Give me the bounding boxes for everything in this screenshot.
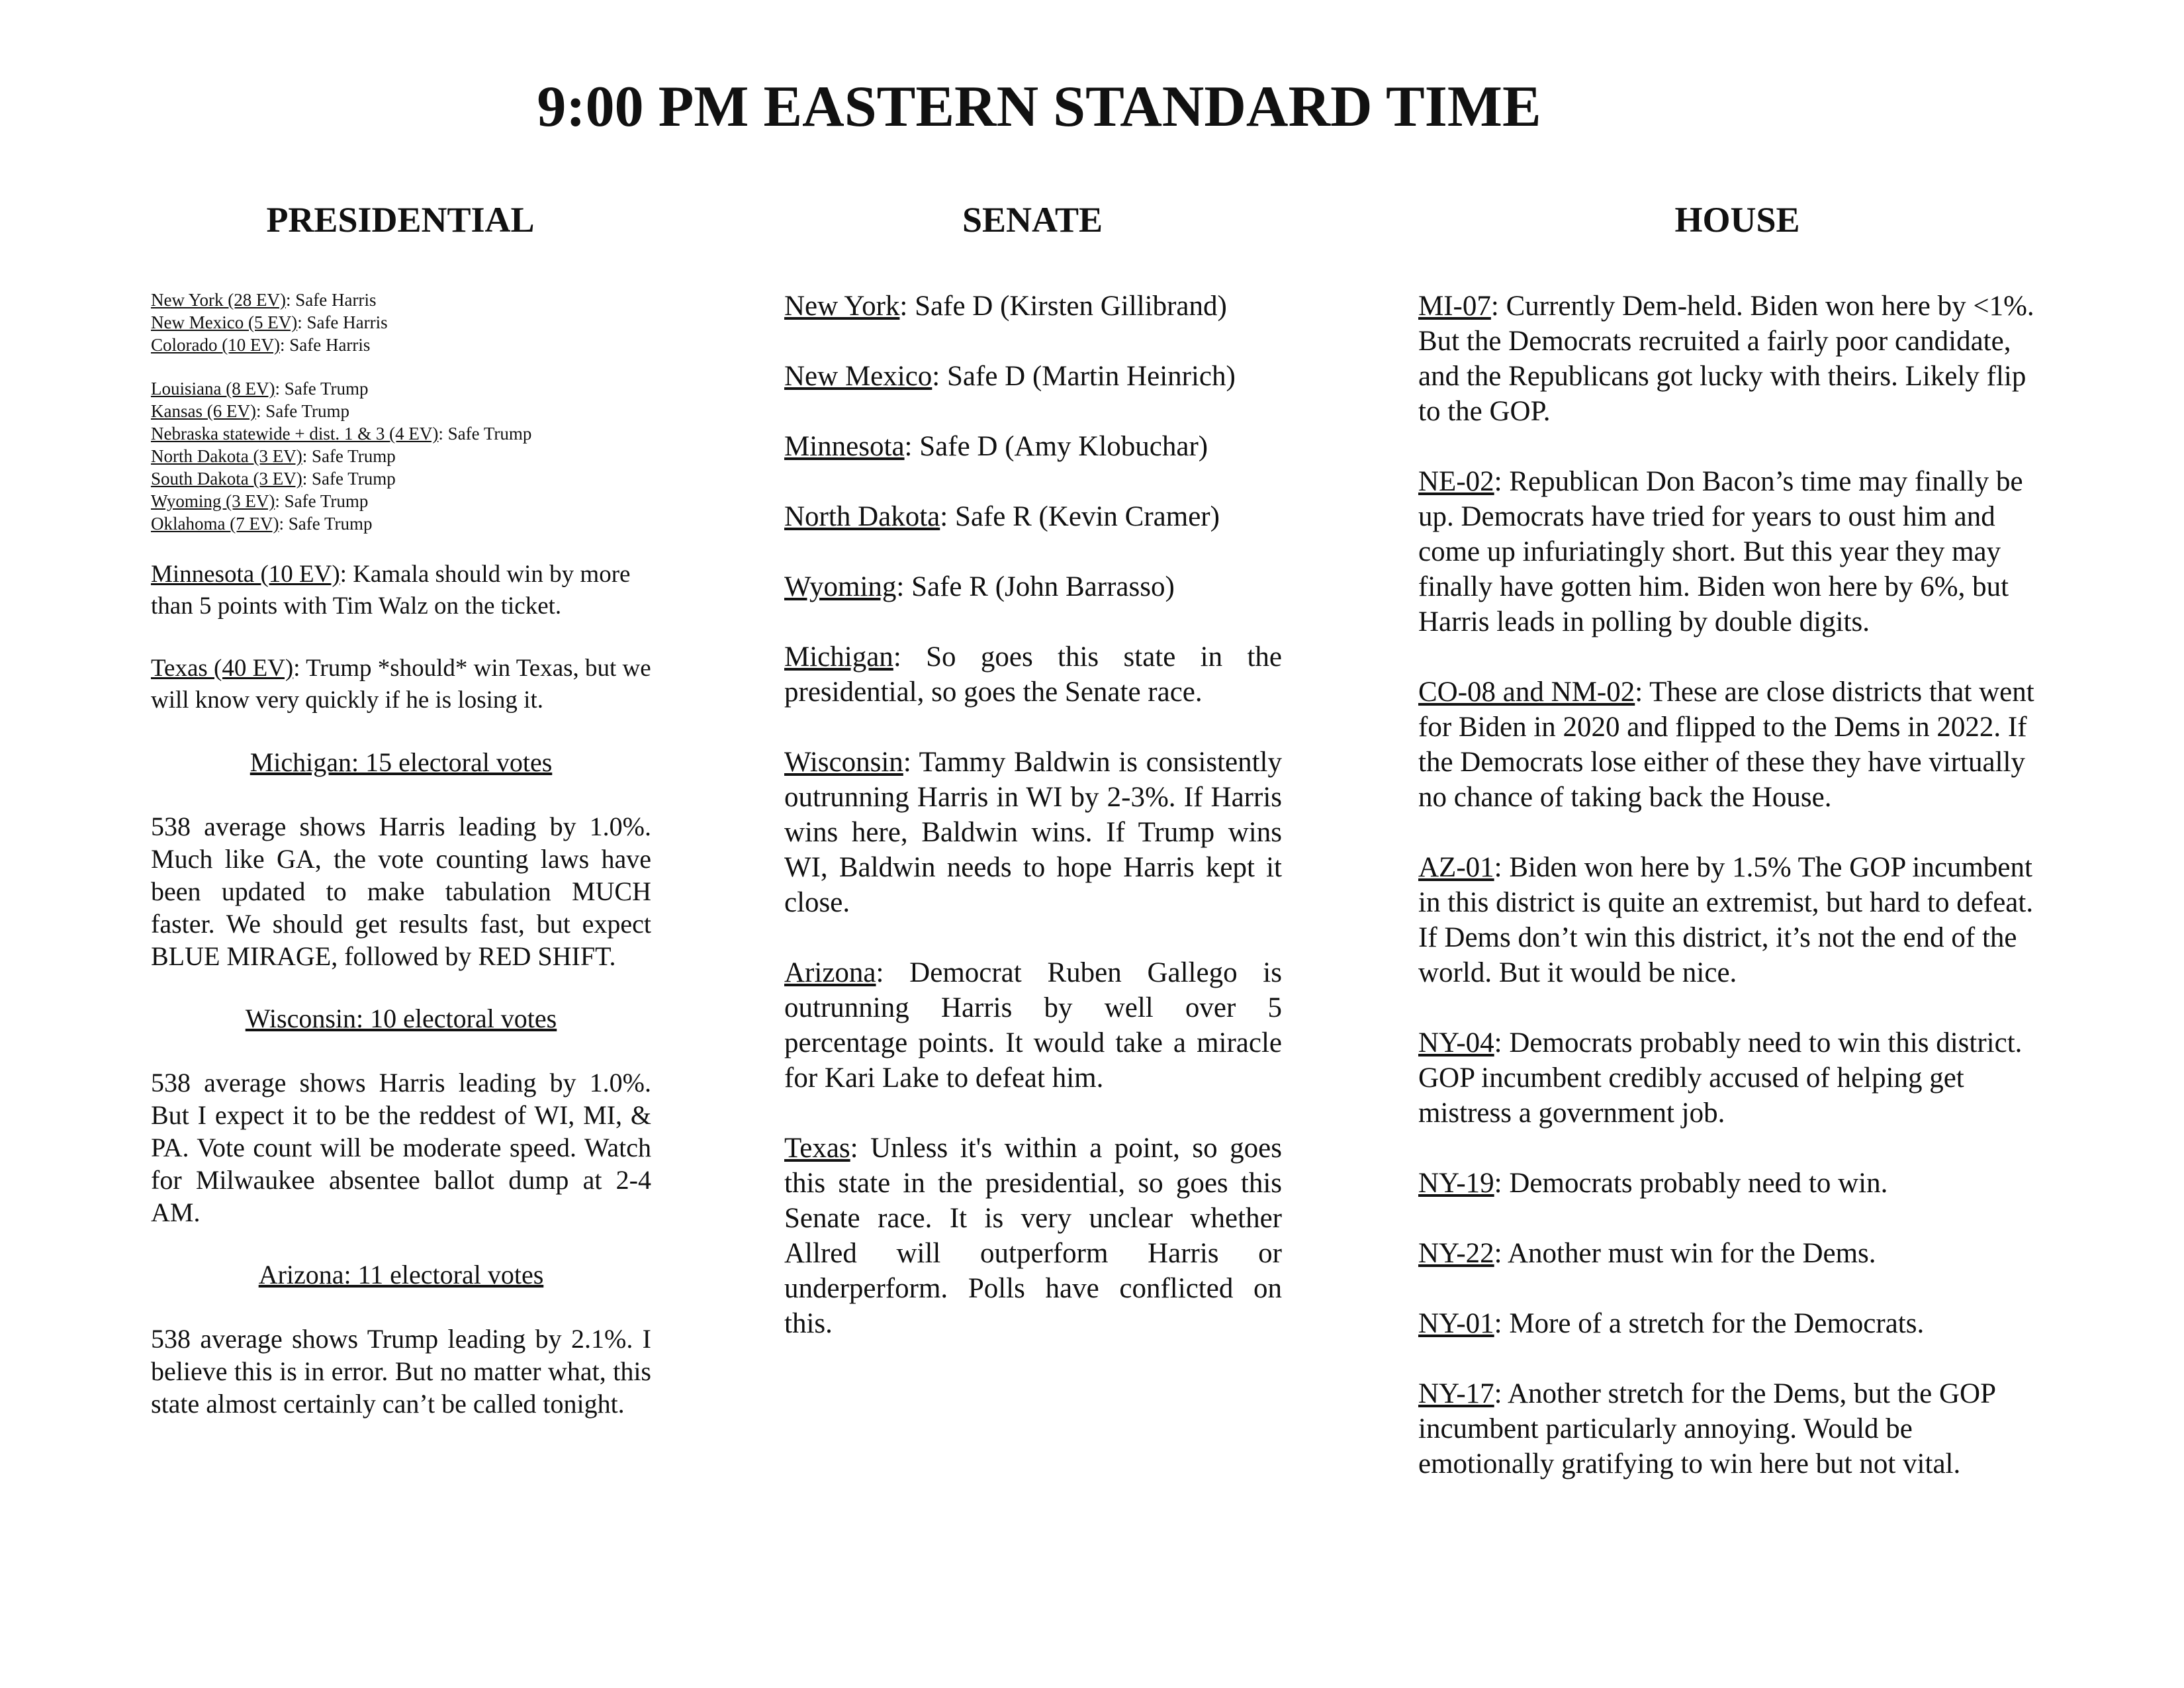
state-link: Colorado (10 EV) <box>151 335 280 355</box>
note-text: : Trump *should* win Texas, but we will know very quickly if he is losing it. <box>151 655 651 714</box>
district-link: NY-01 <box>1418 1308 1494 1339</box>
house-race <box>1418 1236 2054 1271</box>
rating-text: : Safe Trump <box>302 446 396 466</box>
texas-note <box>151 653 651 716</box>
race-text: : Another stretch for the Dems, but the GOP incumbent particularly annoying. Would be emotionally gratifying to win here but not vital. <box>1418 1378 1995 1479</box>
list-item <box>151 422 651 445</box>
race-text: : Democrats probably need to win this district. GOP incumbent credibly accused of helping get mistress a government job. <box>1418 1027 2023 1129</box>
race-text: : So goes this state in the presidential, so goes the Senate race. <box>784 641 1282 708</box>
state-link: Texas (40 EV) <box>151 655 294 682</box>
rating-text: : Safe Trump <box>279 514 373 534</box>
district-link: AZ-01 <box>1418 852 1494 883</box>
senate-race <box>784 359 1282 394</box>
rating-text: : Safe Harris <box>286 290 377 310</box>
senate-race <box>784 639 1282 710</box>
state-link: Nebraska statewide + dist. 1 & 3 (4 EV) <box>151 424 439 444</box>
district-link: NY-04 <box>1418 1027 1494 1058</box>
presidential-heading: PRESIDENTIAL <box>266 200 535 240</box>
senate-race <box>784 1131 1282 1341</box>
house-race <box>1418 1306 2054 1341</box>
list-item <box>151 467 651 490</box>
state-link: South Dakota (3 EV) <box>151 469 302 489</box>
race-text: : Safe D (Amy Klobuchar) <box>904 431 1208 462</box>
safe-trump-list <box>151 377 651 535</box>
race-text: : Safe R (John Barrasso) <box>896 571 1175 602</box>
senate-race <box>784 429 1282 464</box>
state-link: Louisiana (8 EV) <box>151 379 275 399</box>
list-item <box>151 377 651 400</box>
rating-text: : Safe Trump <box>438 424 532 444</box>
race-text: : Democrat Ruben Gallego is outrunning Harris by well over 5 percentage points. It would take a miracle for Kari Lake to defeat him. <box>784 957 1282 1094</box>
state-link: New Mexico (5 EV) <box>151 312 298 332</box>
state-link: Minnesota <box>784 431 905 462</box>
list-item <box>151 445 651 467</box>
senate-race <box>784 499 1282 534</box>
state-link: Michigan <box>784 641 893 673</box>
arizona-subheading: Arizona: 11 electoral votes <box>258 1260 544 1289</box>
rating-text: : Safe Harris <box>279 335 371 355</box>
house-heading: HOUSE <box>1674 200 1800 240</box>
safe-harris-list <box>151 289 651 356</box>
race-text: : Unless it's within a point, so goes this state in the presidential, so goes this Senate race. It is very unclear whether Allred will outperform Harris or underperform. Polls have conflicted on this. <box>784 1133 1282 1339</box>
michigan-text: 538 average shows Harris leading by 1.0%. Much like GA, the vote counting laws have been updated to make tabulation MUCH faster. We should get results fast, but expect BLUE MIRAGE, followed by RED SHIFT. <box>151 812 651 971</box>
minnesota-note <box>151 559 651 622</box>
district-link: NE-02 <box>1418 466 1494 497</box>
wisconsin-subheading: Wisconsin: 10 electoral votes <box>245 1004 557 1033</box>
race-text: : Safe D (Martin Heinrich) <box>932 361 1236 392</box>
state-link: Texas <box>784 1133 850 1164</box>
race-text: : Currently Dem-held. Biden won here by <1%. But the Democrats recruited a fairly poor candidate, and the Republicans got lucky with theirs. Likely flip to the GOP. <box>1418 291 2034 427</box>
state-link: New Mexico <box>784 361 933 392</box>
presidential-column <box>151 289 651 1420</box>
race-text: : Another must win for the Dems. <box>1494 1238 1876 1269</box>
senate-heading: SENATE <box>962 200 1103 240</box>
list-item <box>151 334 651 356</box>
house-race <box>1418 1166 2054 1201</box>
rating-text: : Safe Harris <box>297 312 388 332</box>
district-link: MI-07 <box>1418 291 1491 322</box>
race-text: : Democrats probably need to win. <box>1494 1168 1888 1199</box>
senate-race <box>784 569 1282 604</box>
house-race <box>1418 464 2054 639</box>
state-link: Wyoming <box>784 571 897 602</box>
arizona-text: 538 average shows Trump leading by 2.1%. I believe this is in error. But no matter what, this state almost certainly can’t be called tonight. <box>151 1324 651 1419</box>
race-text: : Tammy Baldwin is consistently outrunning Harris in WI by 2-3%. If Harris wins here, Baldwin wins. If Trump wins WI, Baldwin needs to hope Harris kept it close. <box>784 747 1282 918</box>
state-link: Oklahoma (7 EV) <box>151 514 279 534</box>
state-link: Minnesota (10 EV) <box>151 561 340 588</box>
list-item <box>151 400 651 422</box>
note-text: : Kamala should win by more than 5 points with Tim Walz on the ticket. <box>151 561 631 620</box>
district-link: NY-22 <box>1418 1238 1494 1269</box>
district-link: CO-08 and NM-02 <box>1418 677 1635 708</box>
state-link: North Dakota <box>784 501 940 532</box>
race-text: : More of a stretch for the Democrats. <box>1494 1308 1925 1339</box>
state-link: Wyoming (3 EV) <box>151 491 275 511</box>
house-column <box>1418 289 2054 1517</box>
race-text: : These are close districts that went for Biden in 2020 and flipped to the Dems in 2022. If the Democrats lose either of these they have virtually no chance of taking back the House. <box>1418 677 2034 813</box>
district-link: NY-17 <box>1418 1378 1494 1409</box>
race-text: : Biden won here by 1.5% The GOP incumbent in this district is quite an extremist, but hard to defeat. If Dems don’t win this district, it’s not the end of the world. But it would be nice. <box>1418 852 2034 988</box>
wisconsin-text: 538 average shows Harris leading by 1.0%. But I expect it to be the reddest of WI, MI, & PA. Vote count will be moderate speed. Watch for Milwaukee absentee ballot dump at 2-4 AM. <box>151 1068 651 1227</box>
rating-text: : Safe Trump <box>275 491 369 511</box>
rating-text: : Safe Trump <box>275 379 369 399</box>
list-item <box>151 289 651 311</box>
senate-race <box>784 745 1282 920</box>
house-race <box>1418 675 2054 815</box>
state-link: Wisconsin <box>784 747 903 778</box>
rating-text: : Safe Trump <box>302 469 396 489</box>
rating-text: : Safe Trump <box>255 401 349 421</box>
list-item <box>151 512 651 535</box>
state-link: North Dakota (3 EV) <box>151 446 302 466</box>
page-title: 9:00 PM EASTERN STANDARD TIME <box>537 75 1541 139</box>
state-link: New York <box>784 291 900 322</box>
house-race <box>1418 289 2054 429</box>
michigan-subheading: Michigan: 15 electoral votes <box>250 747 553 777</box>
race-text: : Republican Don Bacon’s time may finally be up. Democrats have tried for years to oust him and come up infuriatingly short. But this year they may finally have gotten him. Biden won here by 6%, but Harris leads in polling by double digits. <box>1418 466 2023 637</box>
house-race <box>1418 1376 2054 1481</box>
district-link: NY-19 <box>1418 1168 1494 1199</box>
state-link: Arizona <box>784 957 876 988</box>
state-link: New York (28 EV) <box>151 290 286 310</box>
list-item <box>151 311 651 334</box>
house-race <box>1418 1025 2054 1131</box>
house-race <box>1418 850 2054 990</box>
race-text: : Safe R (Kevin Cramer) <box>940 501 1220 532</box>
state-link: Kansas (6 EV) <box>151 401 256 421</box>
senate-race <box>784 289 1282 324</box>
senate-column <box>784 289 1282 1376</box>
list-item <box>151 490 651 512</box>
race-text: : Safe D (Kirsten Gillibrand) <box>899 291 1227 322</box>
senate-race <box>784 955 1282 1096</box>
